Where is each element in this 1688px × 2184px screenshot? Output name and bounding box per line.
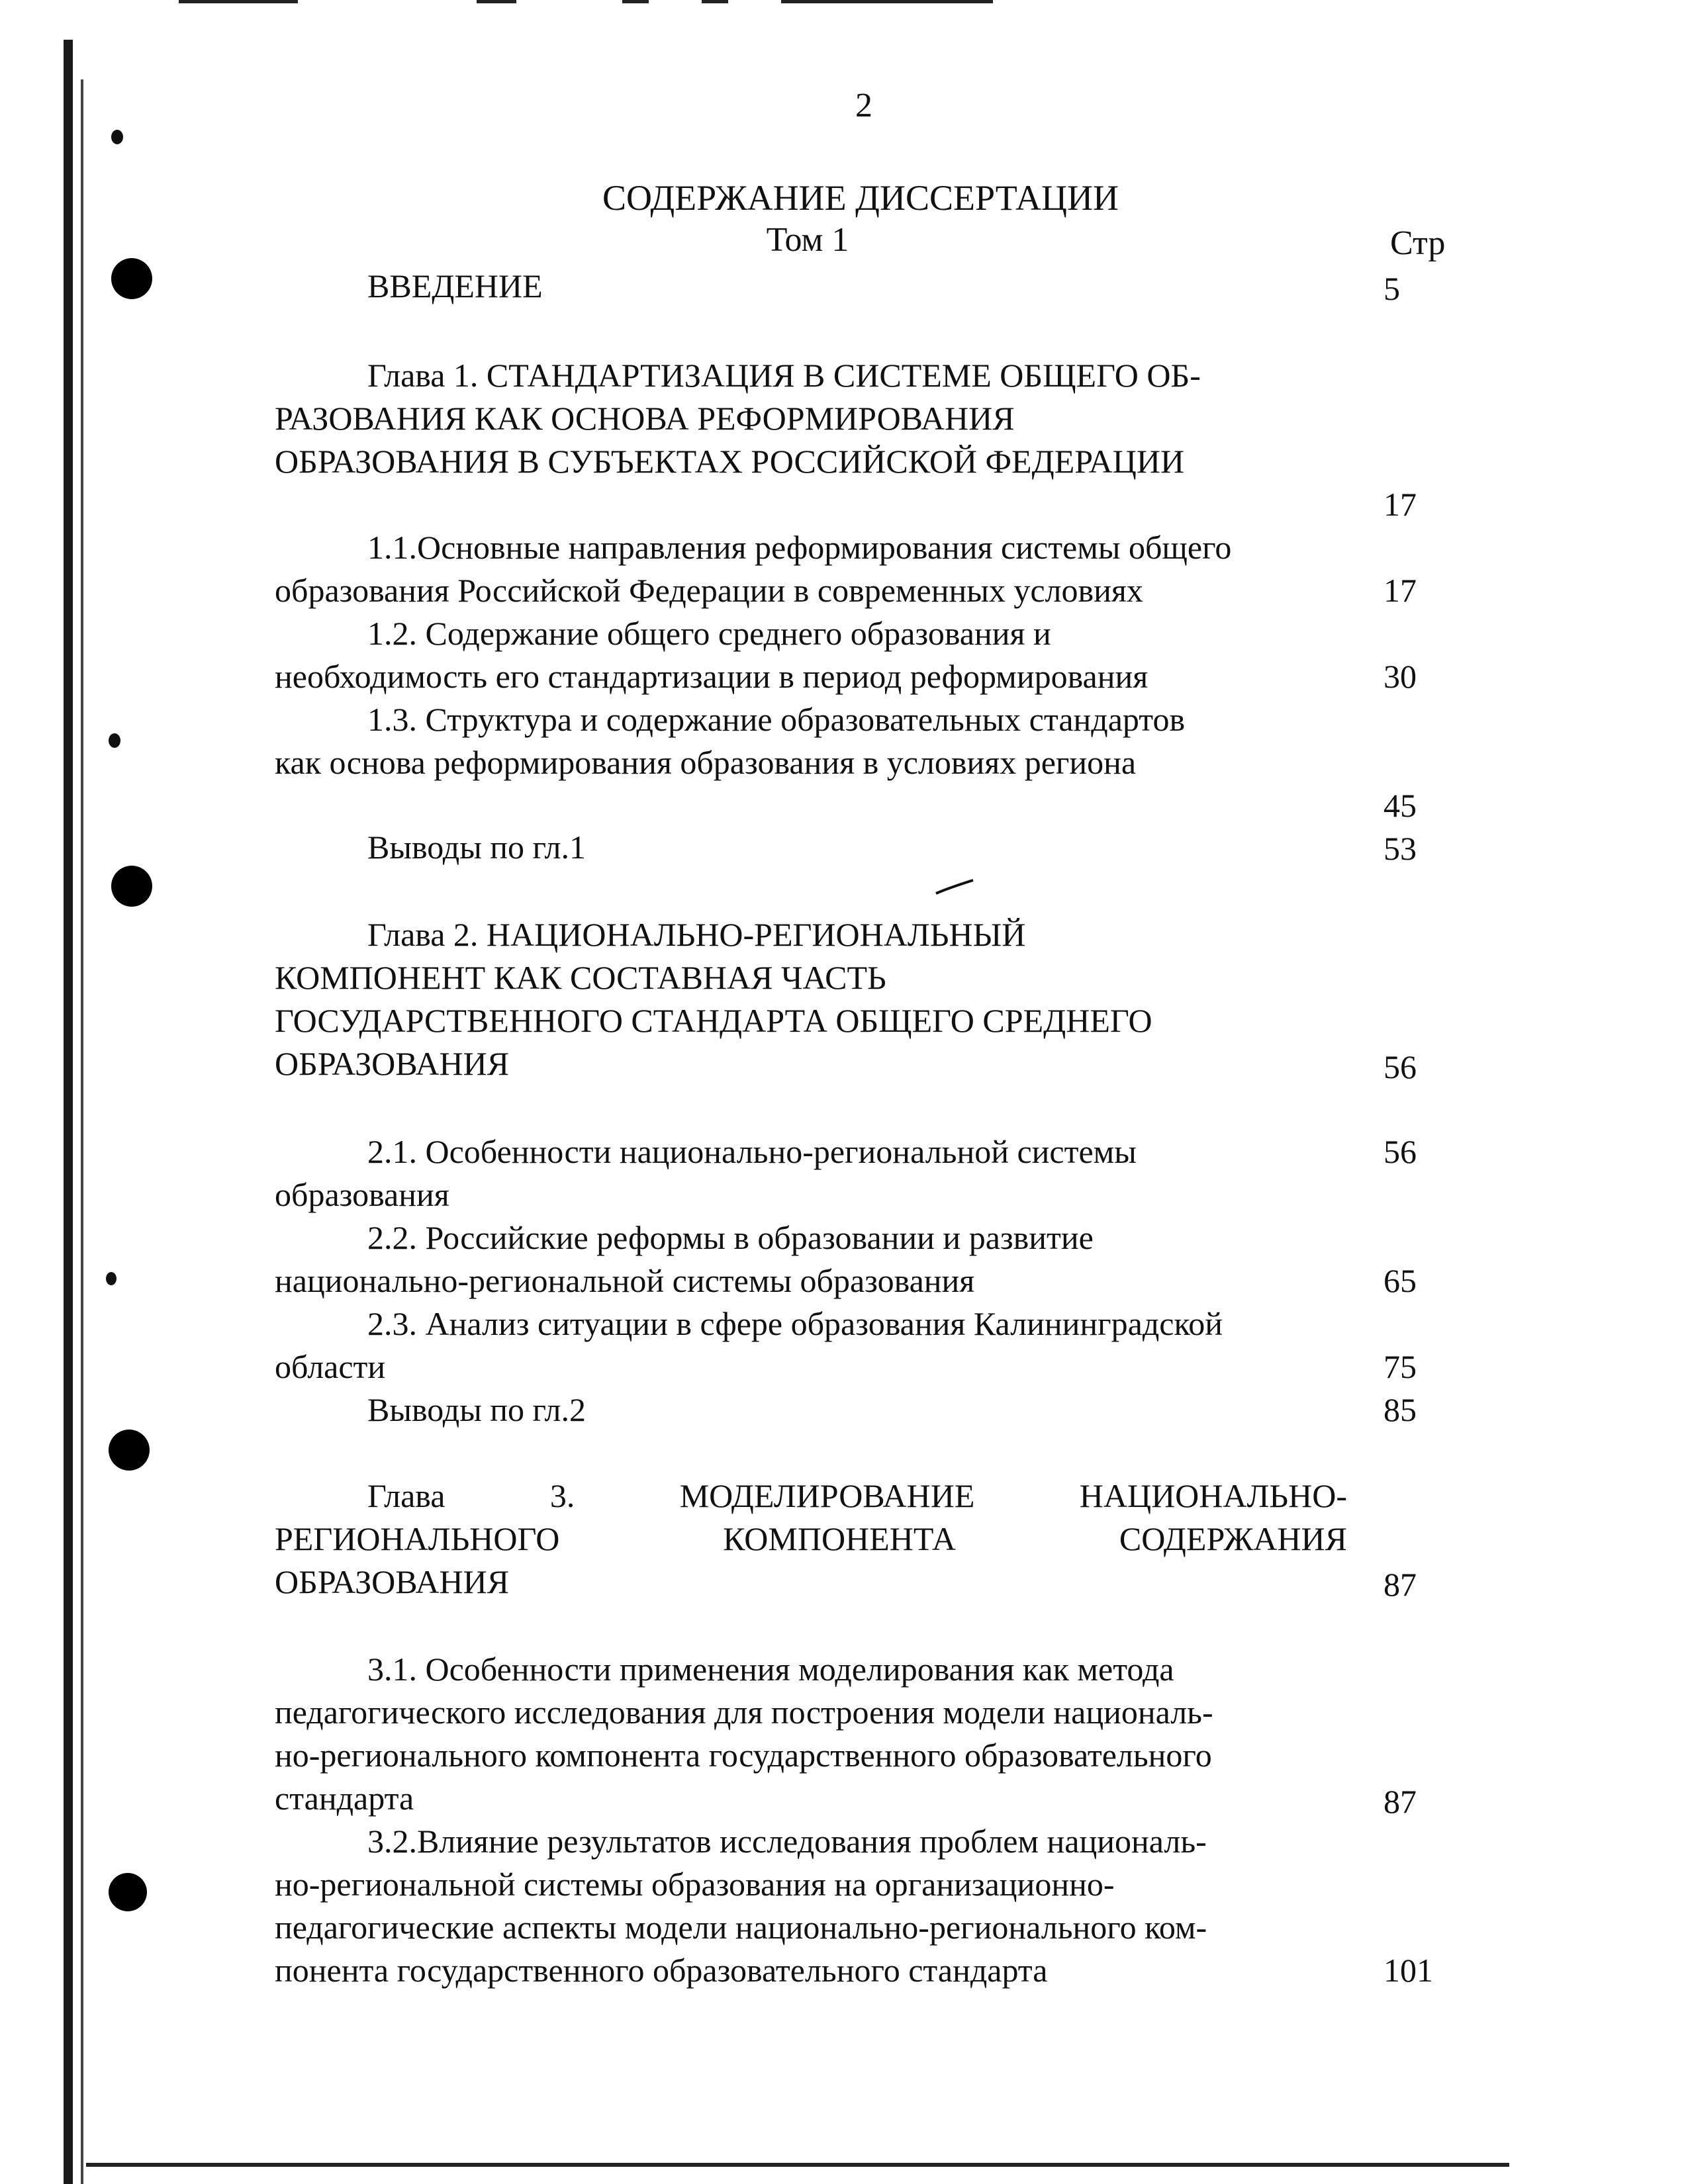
binding-edge — [64, 40, 73, 2184]
toc-page-conclusions-1: 53 — [1383, 830, 1417, 867]
toc-chapter-3-word: НАЦИОНАЛЬНО- — [1079, 1477, 1347, 1514]
toc-chapter-3-word: Глава — [367, 1477, 445, 1514]
punch-hole — [111, 866, 152, 907]
toc-section-3-1-line: стандарта — [275, 1780, 414, 1817]
document-title: СОДЕРЖАНИЕ ДИССЕРТАЦИИ — [602, 178, 1119, 218]
punch-hole — [109, 1430, 150, 1471]
toc-section-1-3-line: 1.3. Структура и содержание образовательных стандартов — [367, 701, 1186, 738]
scan-speck — [106, 1272, 117, 1285]
toc-section-1-1-line: 1.1.Основные направления реформирования системы общего — [367, 529, 1232, 566]
toc-page-section-1-2: 30 — [1383, 658, 1417, 695]
volume-label: Том 1 — [766, 221, 849, 259]
scan-top-mark — [179, 0, 298, 3]
toc-section-2-1-line: образования — [275, 1176, 449, 1213]
toc-section-3-2-line: 3.2.Влияние результатов исследования проблем националь- — [367, 1823, 1207, 1860]
toc-entry-intro: ВВЕДЕНИЕ — [367, 267, 543, 304]
toc-chapter-3-word: МОДЕЛИРОВАНИЕ — [679, 1477, 975, 1514]
toc-chapter-2-line: ОБРАЗОВАНИЯ — [275, 1045, 510, 1082]
toc-section-2-3-line: области — [275, 1348, 386, 1385]
toc-chapter-3-line-3: ОБРАЗОВАНИЯ — [275, 1563, 510, 1600]
toc-chapter-3-word: СОДЕРЖАНИЯ — [1119, 1520, 1347, 1557]
scan-top-mark — [781, 0, 993, 3]
toc-chapter-3-word: 3. — [549, 1477, 575, 1514]
scan-speck — [109, 733, 120, 748]
scan-speck — [111, 130, 123, 144]
binding-edge-secondary — [81, 79, 83, 2184]
toc-section-2-2-line: национально-региональной системы образования — [275, 1262, 975, 1299]
toc-page-section-2-3: 75 — [1383, 1348, 1417, 1385]
toc-page-section-1-3: 45 — [1383, 787, 1417, 824]
toc-page-section-2-1: 56 — [1383, 1133, 1417, 1170]
page-column-header: Стр — [1390, 224, 1446, 262]
toc-chapter-3-line-2 — [275, 1518, 1347, 1560]
pen-tick-mark — [935, 879, 974, 896]
scan-top-mark — [622, 0, 649, 3]
toc-chapter-3-word: РЕГИОНАЛЬНОГО — [275, 1520, 560, 1557]
toc-conclusions-2: Выводы по гл.2 — [367, 1391, 586, 1428]
toc-chapter-1-line: ОБРАЗОВАНИЯ В СУБЪЕКТАХ РОССИЙСКОЙ ФЕДЕРАЦИИ — [275, 443, 1185, 480]
toc-section-3-1-line: 3.1. Особенности применения моделирования как метода — [367, 1651, 1174, 1688]
toc-page-section-3-2: 101 — [1383, 1952, 1433, 1989]
toc-section-3-2-line: педагогические аспекты модели национально-регионального ком- — [275, 1909, 1207, 1946]
toc-chapter-1-line: РАЗОВАНИЯ КАК ОСНОВА РЕФОРМИРОВАНИЯ — [275, 400, 1015, 437]
toc-page-section-2-2: 65 — [1383, 1262, 1417, 1299]
toc-section-3-1-line: педагогического исследования для построения модели националь- — [275, 1694, 1213, 1731]
toc-chapter-2-line: ГОСУДАРСТВЕННОГО СТАНДАРТА ОБЩЕГО СРЕДНЕГО — [275, 1002, 1152, 1039]
toc-section-1-3-line: как основа реформирования образования в условиях региона — [275, 744, 1137, 781]
toc-page-chapter-1: 17 — [1383, 486, 1417, 523]
punch-hole — [109, 1873, 147, 1911]
toc-chapter-2-line: Глава 2. НАЦИОНАЛЬНО-РЕГИОНАЛЬНЫЙ — [367, 916, 1026, 953]
toc-chapter-3-word: КОМПОНЕНТА — [723, 1520, 956, 1557]
toc-section-1-2-line: 1.2. Содержание общего среднего образования и — [367, 615, 1051, 652]
toc-page-intro: 5 — [1383, 270, 1400, 307]
scan-top-mark — [477, 0, 516, 3]
toc-page-conclusions-2: 85 — [1383, 1391, 1417, 1428]
toc-conclusions-1: Выводы по гл.1 — [367, 829, 586, 866]
toc-section-1-2-line: необходимость его стандартизации в период реформирования — [275, 658, 1149, 695]
scan-top-mark — [702, 0, 728, 3]
toc-page-chapter-2: 56 — [1383, 1048, 1417, 1085]
page-number: 2 — [855, 87, 872, 124]
toc-section-3-1-line: но-регионального компонента государственного образовательного — [275, 1737, 1212, 1774]
toc-section-2-1-line: 2.1. Особенности национально-региональной системы — [367, 1133, 1137, 1170]
toc-section-1-1-line: образования Российской Федерации в современных условиях — [275, 572, 1143, 609]
punch-hole — [111, 258, 152, 299]
toc-chapter-3-line-1 — [367, 1475, 1347, 1517]
toc-section-2-3-line: 2.3. Анализ ситуации в сфере образования Калининградской — [367, 1305, 1223, 1342]
toc-page-section-3-1: 87 — [1383, 1783, 1417, 1820]
toc-section-2-2-line: 2.2. Российские реформы в образовании и развитие — [367, 1219, 1094, 1256]
toc-chapter-2-line: КОМПОНЕНТ КАК СОСТАВНАЯ ЧАСТЬ — [275, 959, 886, 996]
toc-page-chapter-3: 87 — [1383, 1566, 1417, 1603]
toc-section-3-2-line: понента государственного образовательного стандарта — [275, 1952, 1048, 1989]
toc-section-3-2-line: но-региональной системы образования на организационно- — [275, 1866, 1115, 1903]
toc-chapter-1-line: Глава 1. СТАНДАРТИЗАЦИЯ В СИСТЕМЕ ОБЩЕГО ОБ- — [367, 357, 1201, 394]
toc-page-section-1-1: 17 — [1383, 572, 1417, 609]
scan-bottom-edge — [86, 2163, 1509, 2167]
